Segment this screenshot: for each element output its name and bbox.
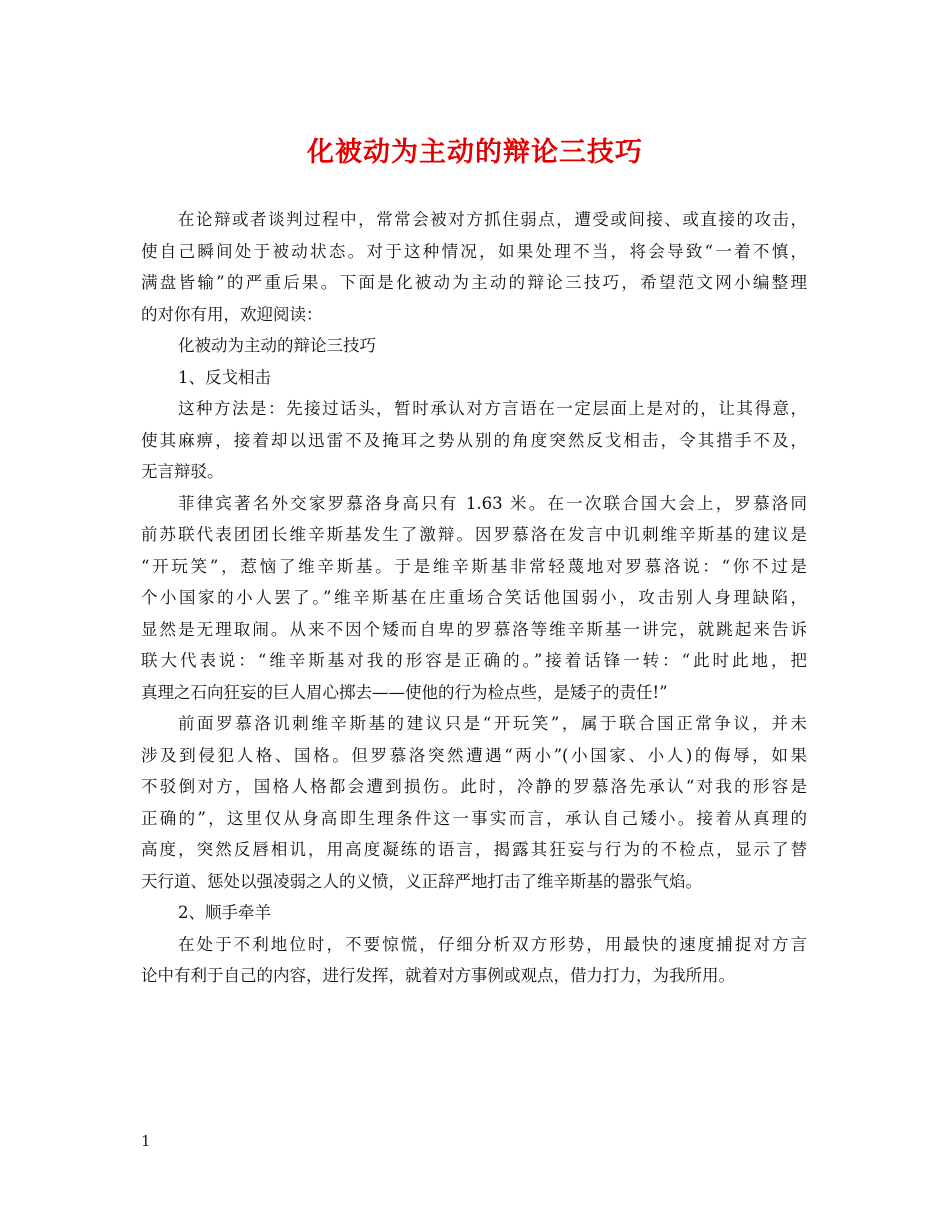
- text-line: 使自己瞬间处于被动状态。对于这种情况，如果处理不当，将会导致“一着不慎，: [141, 241, 807, 261]
- text-line: 在论辩或者谈判过程中，常常会被对方抓住弱点，遭受或间接、或直接的攻击，: [178, 210, 807, 229]
- text-line: 无言辩驳。: [141, 462, 224, 481]
- text-line: 不驳倒对方，国格人格都会遭到损伤。此时，冷静的罗慕洛先承认“对我的形容是: [141, 777, 807, 796]
- text-line: 个小国家的小人罢了。”维辛斯基在庄重场合笑话他国弱小，攻击别人身理缺陷，: [141, 588, 807, 607]
- text-line: 前面罗慕洛讥刺维辛斯基的建议只是“开玩笑”，属于联合国正常争议，并未: [178, 714, 807, 733]
- text-line: 高度，突然反唇相讥，用高度凝练的语言，揭露其狂妄与行为的不检点，显示了替: [141, 840, 807, 859]
- paragraph-intro: [141, 204, 807, 330]
- text-line: 在处于不利地位时，不要惊慌，仔细分析双方形势，用最快的速度捕捉对方言: [178, 934, 807, 954]
- subsection-heading-2: [141, 897, 807, 929]
- text-line: 前苏联代表团团长维辛斯基发生了激辩。因罗慕洛在发言中讥刺维辛斯基的建议是: [141, 525, 807, 544]
- text-line: “开玩笑”，惹恼了维辛斯基。于是维辛斯基非常轻蔑地对罗慕洛说：“你不过是: [141, 556, 807, 576]
- text-line: 1、反戈相击: [178, 367, 271, 387]
- paragraph-method-1: [141, 393, 807, 488]
- document-title: 化被动为主动的辩论三技巧: [307, 137, 643, 168]
- text-line: 天行道、惩处以强凌弱之人的义愤，义正辞严地打击了维辛斯基的嚣张气焰。: [141, 871, 702, 891]
- text-line: 化被动为主动的辩论三技巧: [178, 336, 376, 355]
- text-line: 满盘皆输”的严重后果。下面是化被动为主动的辩论三技巧，希望范文网小编整理: [141, 273, 807, 292]
- text-line: 联大代表说：“维辛斯基对我的形容是正确的。”接着话锋一转：“此时此地，把: [141, 651, 807, 670]
- text-line: 这种方法是：先接过话头，暂时承认对方言语在一定层面上是对的，让其得意，: [178, 399, 807, 418]
- text-line: 菲律宾著名外交家罗慕洛身高只有 1.63 米。在一次联合国大会上，罗慕洛同: [178, 493, 807, 513]
- text-line: 使其麻痹，接着却以迅雷不及掩耳之势从别的角度突然反戈相击，令其措手不及，: [141, 430, 807, 450]
- paragraph-example: [141, 488, 807, 709]
- paragraph-analysis: [141, 708, 807, 897]
- page-number: 1: [141, 1132, 151, 1150]
- document-body: [141, 204, 807, 992]
- section-heading: [141, 330, 807, 362]
- subsection-heading-1: [141, 362, 807, 394]
- text-line: 显然是无理取闹。从来不因个矮而自卑的罗慕洛等维辛斯基一讲完，就跳起来告诉: [141, 619, 807, 639]
- paragraph-method-2: [141, 929, 807, 992]
- text-line: 2、顺手牵羊: [178, 903, 271, 922]
- text-line: 涉及到侵犯人格、国格。但罗慕洛突然遭遇“两小”(小国家、小人)的侮辱，如果: [141, 745, 807, 765]
- text-line: 正确的”，这里仅从身高即生理条件这一事实而言，承认自己矮小。接着从真理的: [141, 808, 807, 828]
- text-line: 真理之石向狂妄的巨人眉心掷去——使他的行为检点些，是矮子的责任!”: [141, 682, 668, 702]
- text-line: 的对你有用，欢迎阅读：: [141, 304, 323, 324]
- text-line: 论中有利于自己的内容，进行发挥，就着对方事例或观点，借力打力，为我所用。: [141, 966, 735, 985]
